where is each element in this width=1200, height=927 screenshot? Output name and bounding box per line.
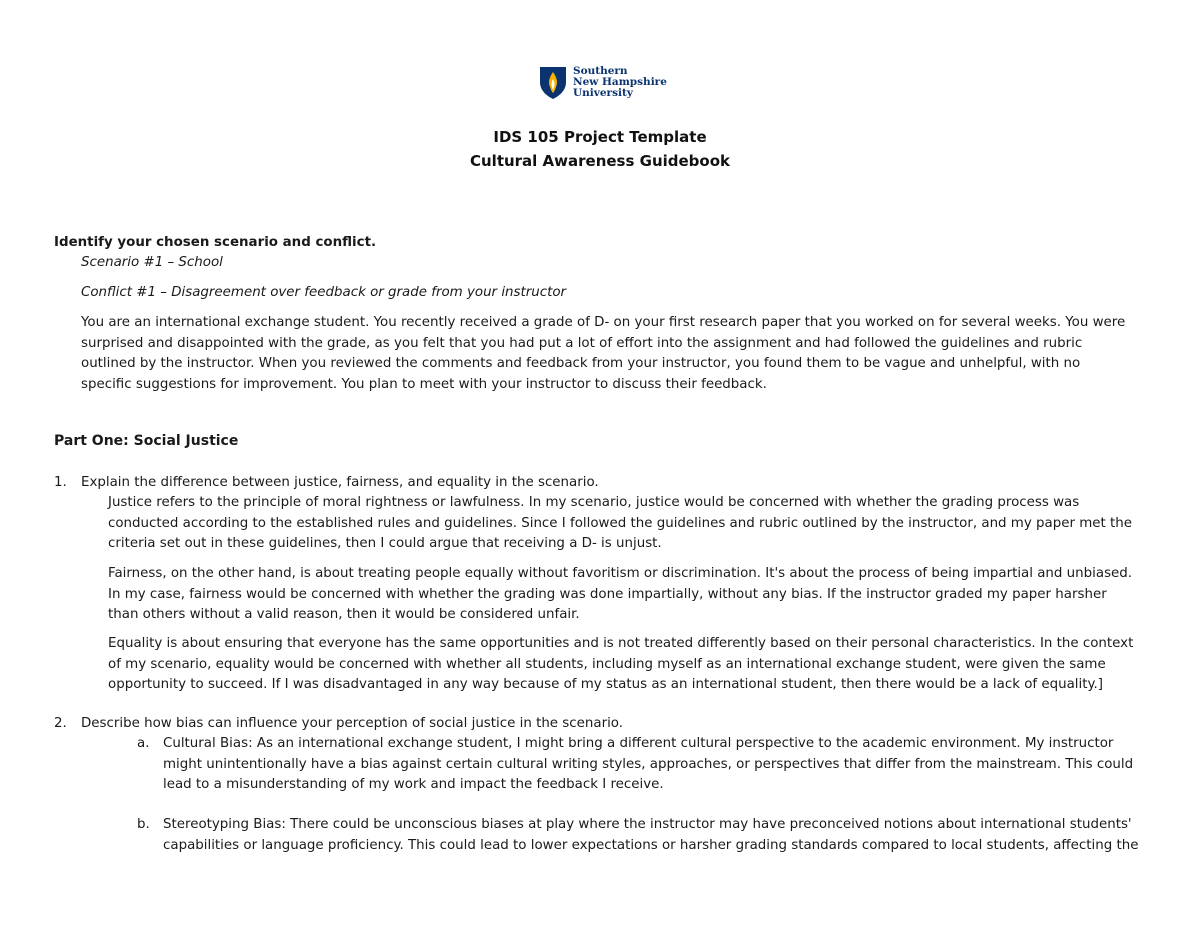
- part-one-heading: Part One: Social Justice: [54, 433, 239, 449]
- q2-text: Describe how bias can influence your perception of social justice in the scenario.: [81, 716, 624, 731]
- answer-line: opportunity to succeed. If I was disadvantaged in any way because of my status as an international student, then there would be a lack of equality.]: [108, 677, 1103, 692]
- description-line: specific suggestions for improvement. You plan to meet with your instructor to discuss their feedback.: [81, 376, 767, 392]
- item-line: Cultural Bias: As an international exchange student, I might bring a different cultural perspective to the academic environment. My instructor: [163, 736, 1114, 751]
- description-line: outlined by the instructor. When you reviewed the comments and feedback from your instructor, you found them to be vague and unhelpful, with no: [81, 356, 1081, 371]
- q2-number: 2.: [54, 716, 67, 731]
- scenario-label: Scenario #1 – School: [81, 255, 223, 270]
- answer-line: than others without a valid reason, then it would be considered unfair.: [108, 607, 580, 622]
- item-line: might unintentionally have a bias against certain cultural writing styles, approaches, or perspectives that differ from the mainstream. This could: [163, 756, 1134, 772]
- item-line: Stereotyping Bias: There could be unconscious biases at play where the instructor may have preconceived notions about international students': [163, 817, 1132, 832]
- logo-wordmark: [573, 66, 667, 99]
- q1-answer-justice: [108, 493, 1132, 555]
- logo-line-3: University: [573, 87, 633, 99]
- conflict-label: Conflict #1 – Disagreement over feedback or grade from your instructor: [81, 285, 567, 300]
- q2-item-a: [163, 734, 1133, 796]
- answer-line: Equality is about ensuring that everyone has the same opportunities and is not treated differently based on their personal characteristics. In the context: [108, 636, 1134, 651]
- document-title: IDS 105 Project Template: [493, 128, 707, 146]
- q1-answer-fairness: [108, 564, 1132, 626]
- q2-item-b: [163, 815, 1138, 856]
- snhu-logo: [539, 66, 667, 100]
- identify-heading: Identify your chosen scenario and conflict.: [54, 235, 377, 250]
- q1-text: Explain the difference between justice, fairness, and equality in the scenario.: [81, 475, 599, 490]
- q2-item-b-marker: b.: [137, 817, 150, 832]
- description-line: You are an international exchange student. You recently received a grade of D- on your first research paper that you worked on for several weeks. You were: [81, 315, 1126, 330]
- q1-answer-equality: [108, 634, 1133, 696]
- shield-flame-icon: [539, 66, 567, 100]
- item-line: lead to a misunderstanding of my work and impact the feedback I receive.: [163, 777, 664, 792]
- scenario-description: [81, 313, 1125, 395]
- answer-line: criteria set out in these guidelines, then I could argue that receiving a D- is unjust.: [108, 536, 662, 551]
- logo-line-2: New Hampshire: [573, 76, 667, 88]
- answer-line: of my scenario, equality would be concerned with whether all students, including myself as an international exchange student, were given the same: [108, 656, 1106, 672]
- document-subtitle: Cultural Awareness Guidebook: [469, 152, 731, 170]
- answer-line: conducted according to the established rules and guidelines. Since I followed the guidelines and rubric outlined by the instructor, and my paper met the: [108, 515, 1133, 531]
- q2-item-a-marker: a.: [137, 736, 150, 751]
- answer-line: Justice refers to the principle of moral rightness or lawfulness. In my scenario, justice would be concerned with whether the grading process was: [108, 495, 1080, 510]
- q1-number: 1.: [54, 475, 67, 490]
- answer-line: In my case, fairness would be concerned with whether the grading was done impartially, without any bias. If the instructor graded my paper harsher: [108, 586, 1107, 602]
- logo-line-1: Southern: [573, 65, 628, 77]
- answer-line: Fairness, on the other hand, is about treating people equally without favoritism or discrimination. It's about the process of being impartial and unbiased.: [108, 566, 1133, 581]
- description-line: surprised and disappointed with the grade, as you felt that you had put a lot of effort into the assignment and had followed the guidelines and rubric: [81, 335, 1083, 351]
- item-line: capabilities or language proficiency. This could lead to lower expectations or harsher grading standards compared to local students, affecting the: [163, 837, 1139, 853]
